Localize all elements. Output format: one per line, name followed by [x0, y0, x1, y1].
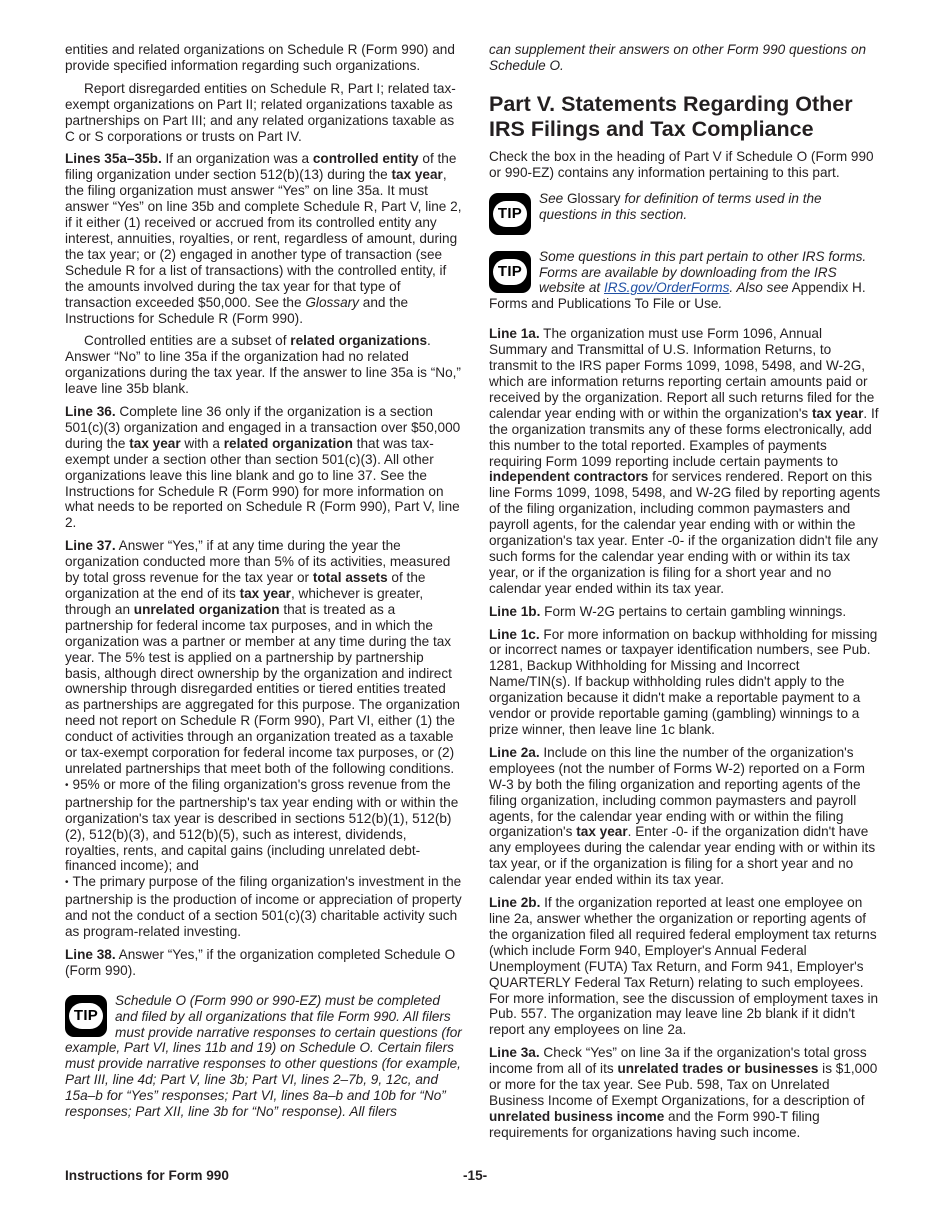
left-column: [65, 42, 462, 1134]
tip-text: See Glossary for definition of terms used in the questions in this section.: [539, 190, 822, 222]
line-2a-paragraph: Line 2a. Include on this line the number of the organization's employees (not the number of Forms W-2) reported on a Form W-3 by both the filing organization and reporting agents of the filing organization, including common paymasters and payroll agents, for the calendar year ending with or within the filing organization's tax year. Enter -0- if the organization didn't have any employees during the calendar year ending with or within its tax year, or if the organization is filing for a short year and no calendar year ended within its tax year.: [489, 744, 876, 888]
line-heading: Line 37.: [65, 538, 116, 554]
line-37-paragraph: Line 37. Answer “Yes,” if at any time during the year the organization conducted more than 5% of its activities, measured by total gross revenue for the tax year or total assets of the organization at the end of its tax year, whichever is greater, through an unrelated organization that is treated as a partnership for federal income tax purposes, and in which the organization was a partner or member at any time during the tax year. The 5% test is applied on a partnership by partnership basis, although direct ownership by the organization and indirect ownership through disregarded entities or tiered entities treated as partnerships are aggregated for this purpose. The organization need not report on Schedule R (Form 990), Part VI, either (1) the conduct of activities through an organization treated as a taxable or tax-exempt corporation for federal income tax purposes, or (2) unrelated partnerships that meet both of the following conditions.: [65, 538, 460, 776]
tip-schedule-o: [65, 993, 462, 1120]
line-38-paragraph: Line 38. Answer “Yes,” if the organization completed Schedule O (Form 990).: [65, 946, 456, 978]
tip-icon: TIP: [489, 251, 531, 293]
line-2b-paragraph: Line 2b. If the organization reported at least one employee on line 2a, answer whether the organization or reporting agents of the organization filed all required federal employment tax returns (which include Form 940, Employer's Annual Federal Unemployment (FUTA) Tax Return, and Form 941, Employer's QUARTERLY Federal Tax Return) relating to such employees. For more information, see the discussion of employment taxes in Pub. 557. The organization may leave line 2b blank if it didn't report any employees on line 2a.: [489, 895, 879, 1038]
line-1c-paragraph: Line 1c. For more information on backup withholding for missing or incorrect names or taxpayer identification numbers, see Pub. 1281, Backup Withholding for Missing and Incorrect Name/TIN(s). If backup withholding rules didn't apply to the organization because it didn't make a reportable payment to a vendor or provide reportable gaming (gambling) winnings to a prize winner, then leave line 1c blank.: [489, 626, 878, 737]
line-heading: Line 1c.: [489, 626, 540, 642]
section-heading: Part V. Statements Regarding Other IRS Filings and Tax Compliance: [489, 91, 853, 141]
line-36-paragraph: Line 36. Complete line 36 only if the organization is a section 501(c)(3) organization and engaged in a transaction over $50,000 during the tax year with a related organization that was tax-exempt under a section other than section 501(c)(3). All other organizations leave this line blank and go to line 37. See the Instructions for Schedule R (Form 990) for more information on what needs to be reported on Schedule R (Form 990), Part V, line 2.: [65, 404, 461, 531]
tip-icon: TIP: [489, 193, 531, 235]
controlled-entities-paragraph: Controlled entities are a subset of related organizations. Answer “No” to line 35a if the organization had no related organizations during the tax year. If the answer to line 35a is “No,” leave line 35b blank.: [65, 333, 461, 397]
continued-tip-text: can supplement their answers on other Form 990 questions on Schedule O.: [489, 42, 867, 73]
right-column: [489, 42, 882, 1148]
page-number: -15-: [463, 1168, 488, 1183]
footer-form-title: Instructions for Form 990: [65, 1168, 229, 1183]
line-heading: Line 2a.: [489, 744, 540, 760]
line-3a-paragraph: Line 3a. Check “Yes” on line 3a if the organization's total gross income from all of its unrelated trades or businesses is $1,000 or more for the tax year. See Pub. 598, Tax on Unrelated Business Income of Exempt Organizations, for a description of unrelated business income and the Form 990-T filing requirements for organizations having such income.: [489, 1045, 878, 1140]
line-heading: Line 2b.: [489, 895, 541, 911]
continued-paragraph: entities and related organizations on Schedule R (Form 990) and provide specified information regarding such organizations.: [65, 42, 455, 73]
line-1a-paragraph: Line 1a. The organization must use Form 1096, Annual Summary and Transmittal of U.S. Information Returns, to transmit to the IRS paper Forms 1099, 1098, 5498, and W-2G, which are information returns reporting certain amounts paid or received by the organization. Report all such returns filed for the calendar year ending with or within the organization's tax year. If the organization transmits any of these forms electronically, add this number to the total reported. Examples of payments requiring Form 1099 reporting include certain payments to independent contractors for services rendered. Report on this line Forms 1099, 1098, 5498, and W-2G filed by reporting agents of the filing organization, including common paymasters and payroll agents, for the calendar year ending with or within the organization's tax year. Enter -0- if the organization didn't file any such forms for the calendar year ending with or within its tax year, or if the organization is filing for a short year and no calendar year ended within its tax year.: [489, 326, 881, 596]
tip-icon: TIP: [65, 995, 107, 1037]
disregarded-entities-paragraph: Report disregarded entities on Schedule R, Part I; related tax-exempt organizations on Part II; related organizations taxable as partnerships on Part III; and any related organizations taxable as C or S corporations or trusts on Part IV.: [65, 80, 456, 144]
bullet-item: • 95% or more of the filing organization's gross revenue from the partnership for the partnership's tax year ending with or within the organization's tax year is described in sections 512(b)(1), 512(b)(2), 512(b)(3), and 512(b)(5), such as interest, dividends, royalties, rents, and capital gains (including unrelated debt-financed income); and: [65, 776, 459, 874]
bullet-item: • The primary purpose of the filing organization's investment in the partnership is the production of income or appreciation of property and not the conduct of a section 501(c)(3) charitable activity such as program-related investing.: [65, 874, 462, 940]
line-heading: Line 3a.: [489, 1045, 540, 1061]
bullet-icon: •: [65, 877, 69, 889]
line-heading: Line 1a.: [489, 326, 540, 342]
part-v-intro: Check the box in the heading of Part V if Schedule O (Form 990 or 990-EZ) contains any information pertaining to this part.: [489, 148, 874, 180]
tip-glossary: [489, 191, 882, 235]
line-heading: Line 38.: [65, 946, 116, 962]
line-1b-paragraph: Line 1b. Form W-2G pertains to certain gambling winnings.: [489, 603, 847, 619]
bullet-icon: •: [65, 779, 69, 791]
line-heading: Lines 35a–35b.: [65, 151, 162, 167]
tip-irs-forms: [489, 249, 882, 313]
line-heading: Line 1b.: [489, 603, 541, 619]
lines-35a-35b-paragraph: Lines 35a–35b. If an organization was a controlled entity of the filing organization under section 512(b)(13) during the tax year, the filing organization must answer “Yes” on line 35a. It must answer “Yes” on line 35b and complete Schedule R, Part V, line 2, if it either (1) received or accrued from its controlled entity any interest, annuities, royalties, or rent, regardless of amount, during the tax year; or (2) engaged in another type of transaction (see Schedule R for a list of transactions) with the controlled entity, if the amounts involved during the tax year for that type of transaction exceeded $50,000. See the Glossary and the Instructions for Schedule R (Form 990).: [65, 151, 462, 326]
order-forms-link[interactable]: IRS.gov/OrderForms: [603, 280, 730, 296]
tip-text: Some questions in this part pertain to other IRS forms. Forms are available by downloading from the IRS website at IRS.gov/OrderForms. Also see Appendix H. Forms and Publications To File or Use.: [489, 248, 867, 312]
line-heading: Line 36.: [65, 404, 116, 420]
tip-text: Schedule O (Form 990 or 990-EZ) must be completed and filed by all organizations that file Form 990. All filers must provide narrative responses to certain questions (for example, Part VI, lines 11b and 19) on Schedule O. Certain filers must provide narrative responses to other questions (for example, Part III, line 4d; Part V, line 3b; Part VI, lines 2–7b, 9, 12c, and 15a–b for “Yes” responses; Part VI, lines 8a–b and 10b for “No” responses; Part XII, line 3b for “No” response). All filers: [65, 992, 462, 1120]
